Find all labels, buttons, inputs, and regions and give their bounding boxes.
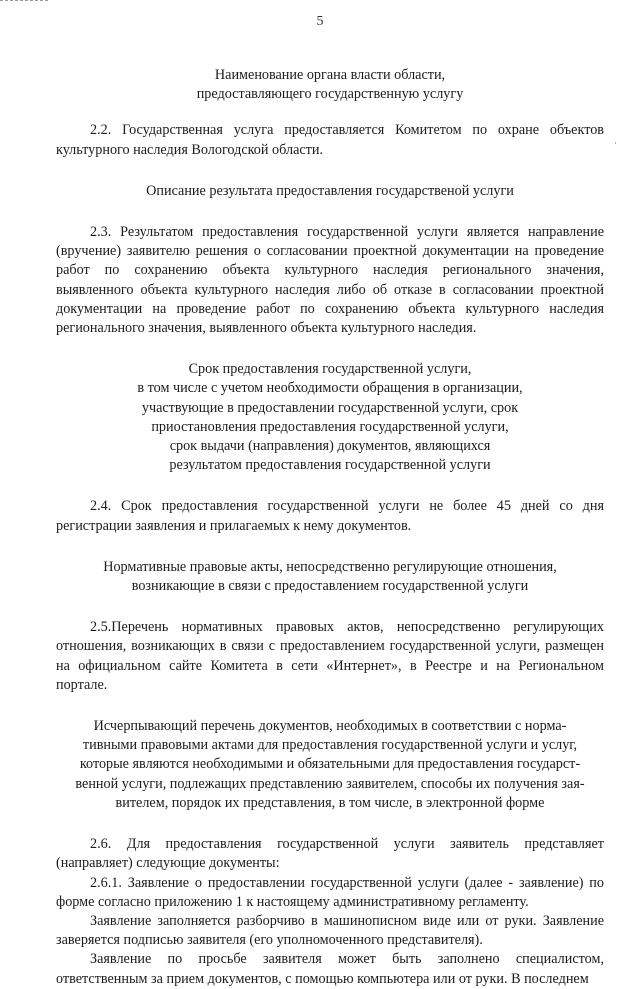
heading-line: которые являются необходимыми и обязательными для предоставления государст-	[79, 756, 581, 773]
heading-line: Срок предоставления государственной услуги,	[188, 361, 472, 378]
heading-line: Наименование органа власти области,	[214, 67, 446, 83]
section-heading-result	[56, 182, 604, 201]
section-heading-term	[56, 360, 604, 475]
paragraph-2-5: 2.5.Перечень нормативных правовых актов, непосредственно регулирующих отношения, возникающих в связи с предоставлением государственной услуги, размещен на официальном сайте Комитета в сети «Интернет», в Реестре и на Региональном портале.	[56, 619, 604, 693]
heading-line: участвующие в предоставлении государственной услуги, срок	[141, 399, 519, 416]
scan-artifact: ·	[614, 138, 617, 148]
paragraph-2-6: 2.6. Для предоставления государственной услуги заявитель представляет (направляет) следующие документы:	[56, 836, 604, 872]
heading-line: тивными правовыми актами для предоставления государственной услуги и услуг,	[82, 737, 578, 754]
heading-line: возникающие в связи с предоставлением государственной услуги	[131, 578, 529, 595]
section-heading-documents-list	[56, 717, 604, 813]
heading-line: Описание результата предоставления государственой услуги	[146, 182, 514, 199]
heading-line: в том числе с учетом необходимости обращения в организации,	[137, 380, 523, 397]
page-number: 5	[316, 14, 324, 29]
paragraph-2-3: 2.3. Результатом предоставления государственной услуги является направление (вручение) заявителю решения о согласовании проектной документации на проведение работ по сохранению объекта культурного наследия регионального значения, выявленного объекта культурного наследия либо об отказе в согласовании проектной документации на проведение работ по сохранению объекта культурного наследия регионального значения, выявленного объекта культурного наследия.	[56, 224, 604, 337]
paragraph-2-6-1: 2.6.1. Заявление о предоставлении государственной услуги (далее - заявление) по форме согласно приложению 1 к настоящему административному регламенту.	[56, 874, 604, 910]
heading-line: предоставляющего государственную услугу	[196, 86, 464, 103]
section-heading-legal-acts	[56, 558, 604, 596]
heading-line: результатом предоставления государственной услуги	[169, 457, 491, 474]
heading-line: вителем, порядок их представления, в том числе, в электронной форме	[115, 794, 545, 811]
section-heading-authority	[56, 66, 604, 104]
document-body	[56, 66, 604, 989]
heading-line: приостановления предоставления государственной услуги,	[151, 418, 509, 435]
heading-line: Исчерпывающий перечень документов, необходимых в соответствии с норма-	[93, 718, 567, 735]
paragraph-2-2: 2.2. Государственная услуга предоставляется Комитетом по охране объектов культурного наследия Вологодской области.	[56, 122, 604, 158]
paragraph-application-fill: Заявление заполняется разборчиво в машинописном виде или от руки. Заявление заверяется подписью заявителя (его уполномоченного представителя).	[56, 912, 604, 949]
heading-line: срок выдачи (направления) документов, являющихся	[169, 438, 491, 455]
scan-edge-mark	[0, 0, 48, 3]
paragraph-application-by-specialist: Заявление по просьбе заявителя может быть заполнено специалистом, ответственным за прием документов, с помощью компьютера или от руки. В последнем	[56, 951, 604, 987]
heading-line: Нормативные правовые акты, непосредственно регулирующие отношения,	[103, 558, 557, 575]
heading-line: венной услуги, подлежащих представлению заявителем, способы их получения зая-	[75, 775, 585, 792]
paragraph-2-4: 2.4. Срок предоставления государственной услуги не более 45 дней со дня регистрации заявления и прилагаемых к нему документов.	[56, 498, 604, 534]
